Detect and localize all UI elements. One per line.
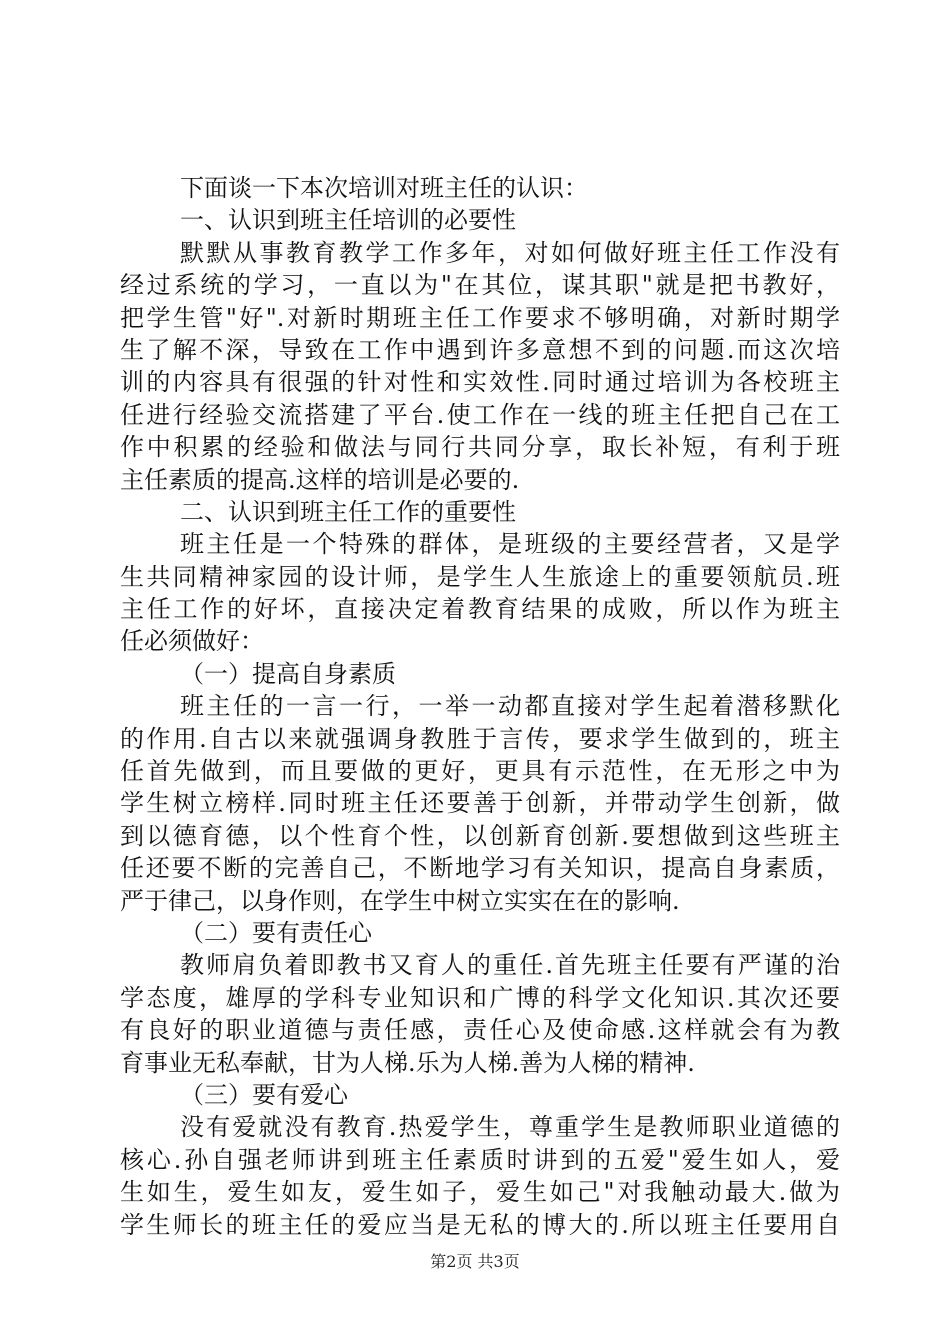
- text-line: 班主任是一个特殊的群体，是班级的主要经营者，又是学: [180, 530, 840, 559]
- document-body: [120, 172, 840, 1241]
- page-footer: 第2页 共3页: [430, 1252, 520, 1271]
- text-line: 核心.孙自强老师讲到班主任素质时讲到的五爱"爱生如人，爱: [120, 1145, 840, 1174]
- text-line: 二、认识到班主任工作的重要性: [180, 497, 516, 526]
- text-line: 班主任的一言一行，一举一动都直接对学生起着潜移默化: [180, 692, 840, 721]
- text-line: 到以德育德，以个性育个性，以创新育创新.要想做到这些班主: [120, 821, 840, 850]
- text-line: 一、认识到班主任培训的必要性: [180, 206, 516, 235]
- text-line: 默默从事教育教学工作多年，对如何做好班主任工作没有: [180, 238, 840, 267]
- text-line: 任进行经验交流搭建了平台.使工作在一线的班主任把自己在工: [120, 400, 840, 429]
- text-line: 任首先做到，而且要做的更好，更具有示范性，在无形之中为: [120, 757, 840, 786]
- text-line: 任还要不断的完善自己，不断地学习有关知识，提高自身素质，: [120, 854, 840, 883]
- text-line: 学态度，雄厚的学科专业知识和广博的科学文化知识.其次还要: [120, 983, 840, 1012]
- text-line: 作中积累的经验和做法与同行共同分享，取长补短，有利于班: [120, 433, 840, 462]
- text-line: 没有爱就没有教育.热爱学生，尊重学生是教师职业道德的: [180, 1113, 840, 1142]
- text-line: 生了解不深，导致在工作中遇到许多意想不到的问题.而这次培: [120, 335, 840, 364]
- text-line: 的作用.自古以来就强调身教胜于言传，要求学生做到的，班主: [120, 724, 840, 753]
- text-line: 学生师长的班主任的爱应当是无私的博大的.所以班主任要用自: [120, 1210, 840, 1239]
- text-line: 有良好的职业道德与责任感，责任心及使命感.这样就会有为教: [120, 1016, 840, 1045]
- text-line: 学生树立榜样.同时班主任还要善于创新，并带动学生创新，做: [120, 789, 840, 818]
- text-line: 主任素质的提高.这样的培训是必要的.: [120, 465, 520, 494]
- text-line: 训的内容具有很强的针对性和实效性.同时通过培训为各校班主: [120, 368, 840, 397]
- text-line: 把学生管"好".对新时期班主任工作要求不够明确，对新时期学: [120, 303, 840, 332]
- text-line: （二）要有责任心: [180, 918, 372, 947]
- text-line: 生如生，爱生如友，爱生如子，爱生如己"对我触动最大.做为: [120, 1178, 840, 1207]
- text-line: 任必须做好：: [120, 627, 264, 656]
- text-line: 生共同精神家园的设计师，是学生人生旅途上的重要领航员.班: [120, 562, 840, 591]
- text-line: （一）提高自身素质: [180, 659, 396, 688]
- text-line: 育事业无私奉献，甘为人梯.乐为人梯.善为人梯的精神.: [120, 1048, 695, 1077]
- text-line: 严于律己，以身作则，在学生中树立实实在在的影响.: [120, 886, 680, 915]
- text-line: 下面谈一下本次培训对班主任的认识：: [180, 174, 588, 202]
- text-line: 教师肩负着即教书又育人的重任.首先班主任要有严谨的治: [180, 951, 840, 980]
- text-line: （三）要有爱心: [180, 1080, 348, 1109]
- text-line: 经过系统的学习，一直以为"在其位，谋其职"就是把书教好，: [120, 271, 840, 300]
- text-line: 主任工作的好坏，直接决定着教育结果的成败，所以作为班主: [120, 595, 840, 624]
